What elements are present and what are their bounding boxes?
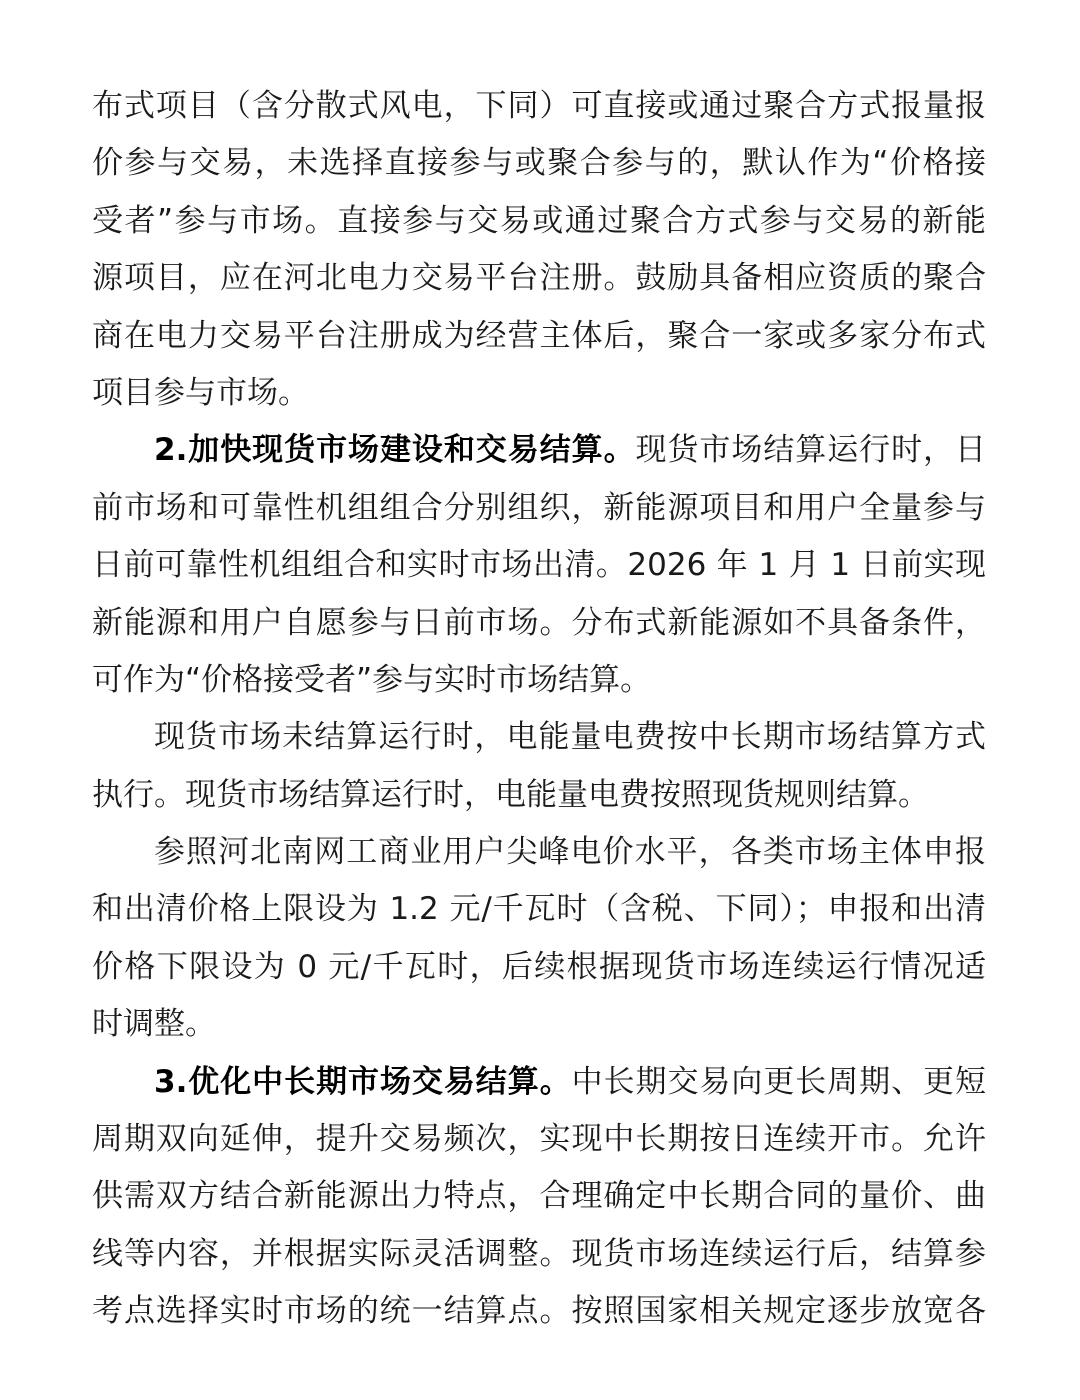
text-line: 周期双向延伸，提升交易频次，实现中长期按日连续开市。允许: [92, 1121, 986, 1158]
section-3-first-line: [92, 1054, 986, 1111]
text-line: 执行。现货市场结算运行时，电能量电费按照现货规则结算。: [92, 776, 929, 813]
section-3-text: 中长期交易向更长周期、更短: [571, 1063, 986, 1100]
text-line: 时调整。: [92, 1006, 216, 1043]
document-body: [92, 78, 986, 1341]
section-2-first-line: [92, 422, 986, 479]
text-line: 项目参与市场。: [92, 374, 309, 411]
text-line: 线等内容，并根据实际灵活调整。现货市场连续运行后，结算参: [92, 1235, 986, 1272]
paragraph-first-line: 参照河北南网工商业用户尖峰电价水平，各类市场主体申报: [154, 834, 986, 871]
text-line: 可作为“价格接受者”参与实时市场结算。: [92, 661, 652, 698]
text-line: 供需双方结合新能源出力特点，合理确定中长期合同的量价、曲: [92, 1178, 986, 1215]
paragraph-first-line: 现货市场未结算运行时，电能量电费按中长期市场结算方式: [154, 719, 986, 756]
text-line: 布式项目（含分散式风电，下同）可直接或通过聚合方式报量报: [92, 88, 986, 124]
section-2-heading: 2.加快现货市场建设和交易结算。: [154, 432, 636, 469]
text-line: 受者”参与市场。直接参与交易或通过聚合方式参与交易的新能: [92, 202, 986, 239]
text-line: 源项目，应在河北电力交易平台注册。鼓励具备相应资质的聚合: [92, 260, 986, 297]
text-line: 价格下限设为 0 元/千瓦时，后续根据现货市场连续运行情况适: [92, 948, 986, 985]
text-line: 新能源和用户自愿参与日前市场。分布式新能源如不具备条件，: [92, 604, 986, 641]
text-line: 考点选择实时市场的统一结算点。按照国家相关规定逐步放宽各: [92, 1293, 986, 1330]
text-line: 前市场和可靠性机组组合分别组织，新能源项目和用户全量参与: [92, 489, 986, 526]
text-line: 日前可靠性机组组合和实时市场出清。2026 年 1 月 1 日前实现: [92, 547, 986, 584]
text-line: 和出清价格上限设为 1.2 元/千瓦时（含税、下同）；申报和出清: [92, 891, 986, 928]
text-line: 商在电力交易平台注册成为经营主体后，聚合一家或多家分布式: [92, 317, 986, 354]
text-line: 价参与交易，未选择直接参与或聚合参与的，默认作为“价格接: [92, 145, 986, 182]
section-2-text: 现货市场结算运行时，日: [635, 432, 986, 469]
section-3-heading: 3.优化中长期市场交易结算。: [154, 1063, 572, 1100]
